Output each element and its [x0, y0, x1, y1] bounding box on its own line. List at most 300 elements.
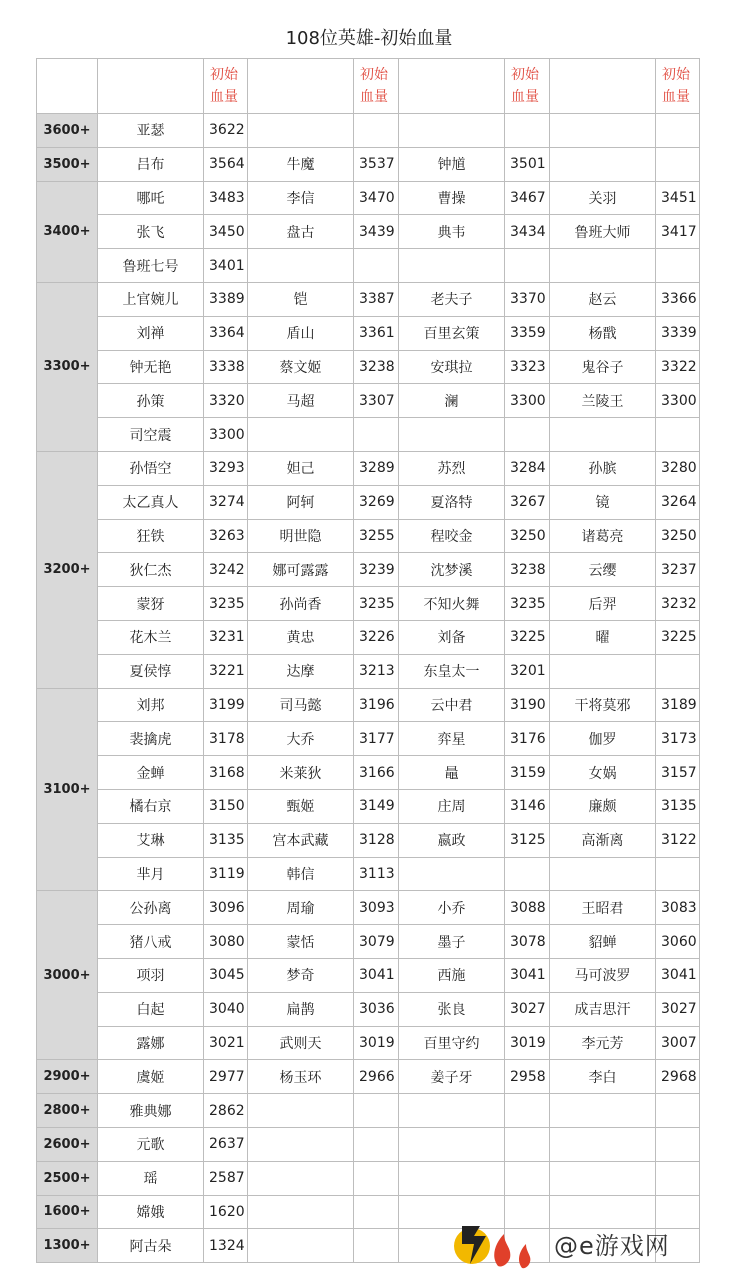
hero-hp-value: 2862: [204, 1094, 248, 1128]
hero-name: 哪吒: [98, 181, 204, 215]
hero-hp-value: [354, 1229, 399, 1263]
hero-hp-value: [656, 1094, 700, 1128]
table-row: [37, 925, 700, 959]
group-label: 3500+: [37, 147, 98, 181]
hero-name: 瑶: [98, 1161, 204, 1195]
hero-hp-value: 3267: [505, 485, 550, 519]
hero-hp-value: 3113: [354, 857, 399, 891]
hero-hp-value: 3389: [204, 282, 248, 316]
hero-name: 盘古: [248, 215, 354, 249]
hero-hp-value: 3300: [656, 384, 700, 418]
hero-hp-value: 3417: [656, 215, 700, 249]
hero-hp-value: 3439: [354, 215, 399, 249]
hero-name: 上官婉儿: [98, 282, 204, 316]
hero-name: 黄忠: [248, 620, 354, 654]
hero-hp-value: 3361: [354, 316, 399, 350]
hero-hp-value: 3370: [505, 282, 550, 316]
hero-name: [550, 1094, 656, 1128]
hero-hp-value: 3235: [354, 587, 399, 621]
hero-name: [248, 1229, 354, 1263]
hero-hp-value: [354, 418, 399, 452]
hero-name: [248, 1195, 354, 1229]
hero-name: [248, 418, 354, 452]
header-name-cell: [550, 59, 656, 114]
hero-hp-value: [656, 249, 700, 283]
hero-name: 韩信: [248, 857, 354, 891]
hero-hp-value: [354, 1127, 399, 1161]
hero-hp-value: 3125: [505, 823, 550, 857]
hero-hp-value: 2977: [204, 1060, 248, 1094]
hero-hp-value: 3280: [656, 451, 700, 485]
hero-name: 橘右京: [98, 789, 204, 823]
header-name-cell: [399, 59, 505, 114]
hero-hp-value: 3173: [656, 722, 700, 756]
table-row: [37, 282, 700, 316]
hero-hp-value: 3201: [505, 654, 550, 688]
table-row: [37, 215, 700, 249]
table-row: [37, 316, 700, 350]
hero-hp-value: 2637: [204, 1127, 248, 1161]
group-label: 3100+: [37, 688, 98, 891]
hero-hp-value: 3088: [505, 891, 550, 925]
hero-hp-value: 3119: [204, 857, 248, 891]
hero-name: [550, 114, 656, 148]
hero-name: 苏烈: [399, 451, 505, 485]
hero-name: 妲己: [248, 451, 354, 485]
hero-name: 曜: [550, 620, 656, 654]
hero-hp-value: [505, 857, 550, 891]
hero-hp-value: 3451: [656, 181, 700, 215]
hero-hp-value: [656, 1127, 700, 1161]
table-row: [37, 992, 700, 1026]
hero-name: 成吉思汗: [550, 992, 656, 1026]
hero-hp-value: 3178: [204, 722, 248, 756]
hero-hp-value: 3040: [204, 992, 248, 1026]
hero-name: 甄姬: [248, 789, 354, 823]
hero-name: 李元芳: [550, 1026, 656, 1060]
hero-hp-value: 2966: [354, 1060, 399, 1094]
table-row: [37, 857, 700, 891]
hero-name: 雅典娜: [98, 1094, 204, 1128]
hero-hp-value: 3338: [204, 350, 248, 384]
table-row: [37, 620, 700, 654]
hero-name: 狂铁: [98, 519, 204, 553]
hero-hp-value: 3387: [354, 282, 399, 316]
hero-name: 裴擒虎: [98, 722, 204, 756]
hero-name: 明世隐: [248, 519, 354, 553]
hero-name: [248, 1161, 354, 1195]
hero-name: [399, 418, 505, 452]
hero-hp-value: [505, 249, 550, 283]
hero-hp-value: 3093: [354, 891, 399, 925]
hero-hp-value: 3146: [505, 789, 550, 823]
group-label: 2800+: [37, 1094, 98, 1128]
hero-name: 钟无艳: [98, 350, 204, 384]
hero-name: [399, 1094, 505, 1128]
hero-hp-value: 3231: [204, 620, 248, 654]
hero-hp-value: 3079: [354, 925, 399, 959]
hero-name: 不知火舞: [399, 587, 505, 621]
hero-name: 司马懿: [248, 688, 354, 722]
hero-name: 鬼谷子: [550, 350, 656, 384]
hero-hp-value: 3300: [505, 384, 550, 418]
hero-name: 武则天: [248, 1026, 354, 1060]
hero-hp-value: 3622: [204, 114, 248, 148]
table-row: [37, 789, 700, 823]
hero-hp-value: [656, 418, 700, 452]
hero-name: 娜可露露: [248, 553, 354, 587]
hero-name: 老夫子: [399, 282, 505, 316]
hero-name: 庄周: [399, 789, 505, 823]
group-label: 3600+: [37, 114, 98, 148]
hero-name: 典韦: [399, 215, 505, 249]
hero-hp-value: [656, 114, 700, 148]
hero-name: [399, 857, 505, 891]
hero-name: 兰陵王: [550, 384, 656, 418]
hero-hp-value: 3235: [204, 587, 248, 621]
hero-hp-value: [354, 1195, 399, 1229]
hero-hp-value: 3237: [656, 553, 700, 587]
hero-name: 杨玉环: [248, 1060, 354, 1094]
hero-hp-value: 3213: [354, 654, 399, 688]
hero-hp-value: 3159: [505, 756, 550, 790]
hero-hp-value: 3238: [505, 553, 550, 587]
hero-hp-value: 3041: [354, 958, 399, 992]
hero-hp-value: [505, 1094, 550, 1128]
group-label: 3000+: [37, 891, 98, 1060]
hero-hp-value: 3128: [354, 823, 399, 857]
hero-name: 司空震: [98, 418, 204, 452]
hero-hp-value: 3060: [656, 925, 700, 959]
hero-hp-value: 3189: [656, 688, 700, 722]
hero-name: 元歌: [98, 1127, 204, 1161]
header-row: [37, 59, 700, 114]
header-name-cell: [98, 59, 204, 114]
hero-name: 亚瑟: [98, 114, 204, 148]
table-row: [37, 1060, 700, 1094]
hero-hp-value: 3434: [505, 215, 550, 249]
hero-name: 露娜: [98, 1026, 204, 1060]
hero-hp-value: 3238: [354, 350, 399, 384]
table-row: [37, 1127, 700, 1161]
hero-name: 芈月: [98, 857, 204, 891]
hero-name: [248, 1094, 354, 1128]
hero-hp-value: 3177: [354, 722, 399, 756]
table-row: [37, 418, 700, 452]
hero-hp-value: 3537: [354, 147, 399, 181]
header-hp-cell: 初始血量: [204, 59, 248, 114]
hero-name: 蒙犽: [98, 587, 204, 621]
group-label: 1600+: [37, 1195, 98, 1229]
hero-name: 艾琳: [98, 823, 204, 857]
hero-hp-value: 3232: [656, 587, 700, 621]
hero-hp-value: [656, 654, 700, 688]
hero-hp-value: 3078: [505, 925, 550, 959]
hero-hp-value: [354, 114, 399, 148]
hero-hp-value: 3322: [656, 350, 700, 384]
hero-name: 百里玄策: [399, 316, 505, 350]
hero-hp-value: 3250: [656, 519, 700, 553]
table-row: [37, 587, 700, 621]
hero-hp-value: 3366: [656, 282, 700, 316]
hero-name: 程咬金: [399, 519, 505, 553]
hero-name: [550, 418, 656, 452]
hero-name: [550, 249, 656, 283]
hero-name: [399, 1127, 505, 1161]
table-row: [37, 147, 700, 181]
watermark-logo-icon: [450, 1206, 560, 1276]
hero-hp-value: 3467: [505, 181, 550, 215]
hero-name: 刘备: [399, 620, 505, 654]
hero-name: 米莱狄: [248, 756, 354, 790]
header-hp-cell: 初始血量: [505, 59, 550, 114]
page-title: 108位英雄-初始血量: [285, 28, 453, 49]
hero-hp-value: 3235: [505, 587, 550, 621]
hero-hp-value: 3501: [505, 147, 550, 181]
table-row: [37, 722, 700, 756]
hero-hp-value: 2968: [656, 1060, 700, 1094]
hero-hp-value: 3269: [354, 485, 399, 519]
table-row: [37, 891, 700, 925]
hero-name: [399, 114, 505, 148]
hero-hp-value: 3196: [354, 688, 399, 722]
hero-hp-value: 1324: [204, 1229, 248, 1263]
hero-name: 李白: [550, 1060, 656, 1094]
table-row: [37, 823, 700, 857]
table-row: [37, 958, 700, 992]
hero-hp-table: [36, 58, 700, 1263]
hero-name: 小乔: [399, 891, 505, 925]
header-name-cell: [248, 59, 354, 114]
table-row: [37, 654, 700, 688]
hero-name: 项羽: [98, 958, 204, 992]
hero-name: 张飞: [98, 215, 204, 249]
hero-hp-value: 3041: [656, 958, 700, 992]
hero-hp-value: 3274: [204, 485, 248, 519]
hero-hp-value: 3339: [656, 316, 700, 350]
hero-name: 后羿: [550, 587, 656, 621]
table-row: [37, 1026, 700, 1060]
group-label: 2600+: [37, 1127, 98, 1161]
hero-name: [550, 147, 656, 181]
hero-hp-value: 3221: [204, 654, 248, 688]
hero-hp-value: 3320: [204, 384, 248, 418]
hero-name: 张良: [399, 992, 505, 1026]
table-row: [37, 688, 700, 722]
hero-hp-value: 3289: [354, 451, 399, 485]
hero-hp-value: 3225: [656, 620, 700, 654]
hero-hp-value: 3264: [656, 485, 700, 519]
hero-hp-value: 3019: [505, 1026, 550, 1060]
hero-name: 梦奇: [248, 958, 354, 992]
hero-name: 赵云: [550, 282, 656, 316]
header-group-cell: [37, 59, 98, 114]
header-hp-cell: 初始血量: [656, 59, 700, 114]
hero-name: 钟馗: [399, 147, 505, 181]
hero-name: [550, 857, 656, 891]
hero-name: [550, 1161, 656, 1195]
hero-hp-value: 3036: [354, 992, 399, 1026]
hero-name: 廉颇: [550, 789, 656, 823]
hero-name: 大乔: [248, 722, 354, 756]
hero-hp-value: [656, 147, 700, 181]
hero-name: 刘禅: [98, 316, 204, 350]
hero-hp-value: [656, 1161, 700, 1195]
hero-hp-value: 3225: [505, 620, 550, 654]
hero-hp-value: 3007: [656, 1026, 700, 1060]
hero-hp-value: [354, 1161, 399, 1195]
hero-name: 貂蝉: [550, 925, 656, 959]
hero-name: 公孙离: [98, 891, 204, 925]
hero-hp-value: 3021: [204, 1026, 248, 1060]
hero-hp-value: 3307: [354, 384, 399, 418]
hero-name: [248, 114, 354, 148]
hero-name: 狄仁杰: [98, 553, 204, 587]
hero-name: 孙膑: [550, 451, 656, 485]
hero-name: 澜: [399, 384, 505, 418]
header-hp-cell: 初始血量: [354, 59, 399, 114]
hero-hp-value: 2587: [204, 1161, 248, 1195]
group-label: 3300+: [37, 282, 98, 451]
group-label: 3200+: [37, 451, 98, 688]
group-label: 2500+: [37, 1161, 98, 1195]
hero-name: 马可波罗: [550, 958, 656, 992]
table-row: [37, 756, 700, 790]
hero-name: 猪八戒: [98, 925, 204, 959]
hero-hp-value: 3242: [204, 553, 248, 587]
hero-hp-value: 3364: [204, 316, 248, 350]
hero-name: 蔡文姬: [248, 350, 354, 384]
table-row: [37, 181, 700, 215]
hero-name: 白起: [98, 992, 204, 1026]
hero-hp-value: 3239: [354, 553, 399, 587]
hero-name: 姜子牙: [399, 1060, 505, 1094]
hero-name: 沈梦溪: [399, 553, 505, 587]
hero-hp-value: [354, 249, 399, 283]
hero-name: 弈星: [399, 722, 505, 756]
hero-hp-value: 2958: [505, 1060, 550, 1094]
hero-hp-value: 3135: [656, 789, 700, 823]
hero-name: 花木兰: [98, 620, 204, 654]
table-row: [37, 451, 700, 485]
hero-name: 吕布: [98, 147, 204, 181]
hero-name: 东皇太一: [399, 654, 505, 688]
hero-name: 嫦娥: [98, 1195, 204, 1229]
hero-hp-value: 3122: [656, 823, 700, 857]
hero-name: 蒙恬: [248, 925, 354, 959]
hero-name: 阿古朵: [98, 1229, 204, 1263]
hero-name: [550, 654, 656, 688]
hero-hp-value: [505, 418, 550, 452]
table-row: [37, 485, 700, 519]
hero-name: 云缨: [550, 553, 656, 587]
hero-hp-value: 3041: [505, 958, 550, 992]
hero-hp-value: 3284: [505, 451, 550, 485]
hero-hp-value: 3359: [505, 316, 550, 350]
hero-name: 虞姬: [98, 1060, 204, 1094]
table-row: [37, 350, 700, 384]
hero-name: 孙策: [98, 384, 204, 418]
hero-hp-value: 3323: [505, 350, 550, 384]
hero-hp-value: 3045: [204, 958, 248, 992]
hero-name: 诸葛亮: [550, 519, 656, 553]
hero-name: 周瑜: [248, 891, 354, 925]
hero-name: 嬴政: [399, 823, 505, 857]
watermark: [450, 1206, 730, 1276]
hero-hp-value: [505, 114, 550, 148]
hero-hp-value: [354, 1094, 399, 1128]
table-row: [37, 1094, 700, 1128]
table-row: [37, 249, 700, 283]
hero-hp-value: 3255: [354, 519, 399, 553]
hero-name: 百里守约: [399, 1026, 505, 1060]
hero-hp-value: 3150: [204, 789, 248, 823]
hero-name: 西施: [399, 958, 505, 992]
hero-name: 金蝉: [98, 756, 204, 790]
hero-hp-value: 3096: [204, 891, 248, 925]
group-label: 1300+: [37, 1229, 98, 1263]
hero-name: 李信: [248, 181, 354, 215]
hero-hp-value: 1620: [204, 1195, 248, 1229]
table-row: [37, 384, 700, 418]
hero-name: 夏洛特: [399, 485, 505, 519]
watermark-text: @e游戏网: [554, 1232, 670, 1260]
hero-name: 高渐离: [550, 823, 656, 857]
hero-hp-value: 3483: [204, 181, 248, 215]
hero-hp-value: 3401: [204, 249, 248, 283]
hero-hp-value: 3027: [505, 992, 550, 1026]
table-row: [37, 114, 700, 148]
hero-name: 孙悟空: [98, 451, 204, 485]
hero-name: 关羽: [550, 181, 656, 215]
hero-hp-value: [505, 1127, 550, 1161]
hero-name: 镜: [550, 485, 656, 519]
hero-hp-value: 3250: [505, 519, 550, 553]
hero-name: 达摩: [248, 654, 354, 688]
hero-hp-value: [656, 857, 700, 891]
hero-hp-value: 3157: [656, 756, 700, 790]
hero-name: [399, 249, 505, 283]
hero-name: 盾山: [248, 316, 354, 350]
hero-name: 扁鹊: [248, 992, 354, 1026]
hero-name: 太乙真人: [98, 485, 204, 519]
table-body: [37, 114, 700, 1263]
table-row: [37, 1161, 700, 1195]
hero-name: 女娲: [550, 756, 656, 790]
hero-name: 杨戬: [550, 316, 656, 350]
hero-hp-value: 3293: [204, 451, 248, 485]
hero-hp-value: 3176: [505, 722, 550, 756]
hero-name: 伽罗: [550, 722, 656, 756]
hero-hp-value: 3019: [354, 1026, 399, 1060]
hero-name: 夏侯惇: [98, 654, 204, 688]
table-row: [37, 519, 700, 553]
hero-hp-value: 3166: [354, 756, 399, 790]
hero-name: [248, 1127, 354, 1161]
hero-hp-value: 3564: [204, 147, 248, 181]
hero-hp-value: [505, 1161, 550, 1195]
hero-name: 阿轲: [248, 485, 354, 519]
hero-name: 云中君: [399, 688, 505, 722]
hero-name: 宫本武藏: [248, 823, 354, 857]
hero-name: 安琪拉: [399, 350, 505, 384]
hero-name: 墨子: [399, 925, 505, 959]
hero-hp-value: 3300: [204, 418, 248, 452]
hero-name: 干将莫邪: [550, 688, 656, 722]
hero-hp-value: 3199: [204, 688, 248, 722]
hero-name: 鼂: [399, 756, 505, 790]
hero-name: 王昭君: [550, 891, 656, 925]
